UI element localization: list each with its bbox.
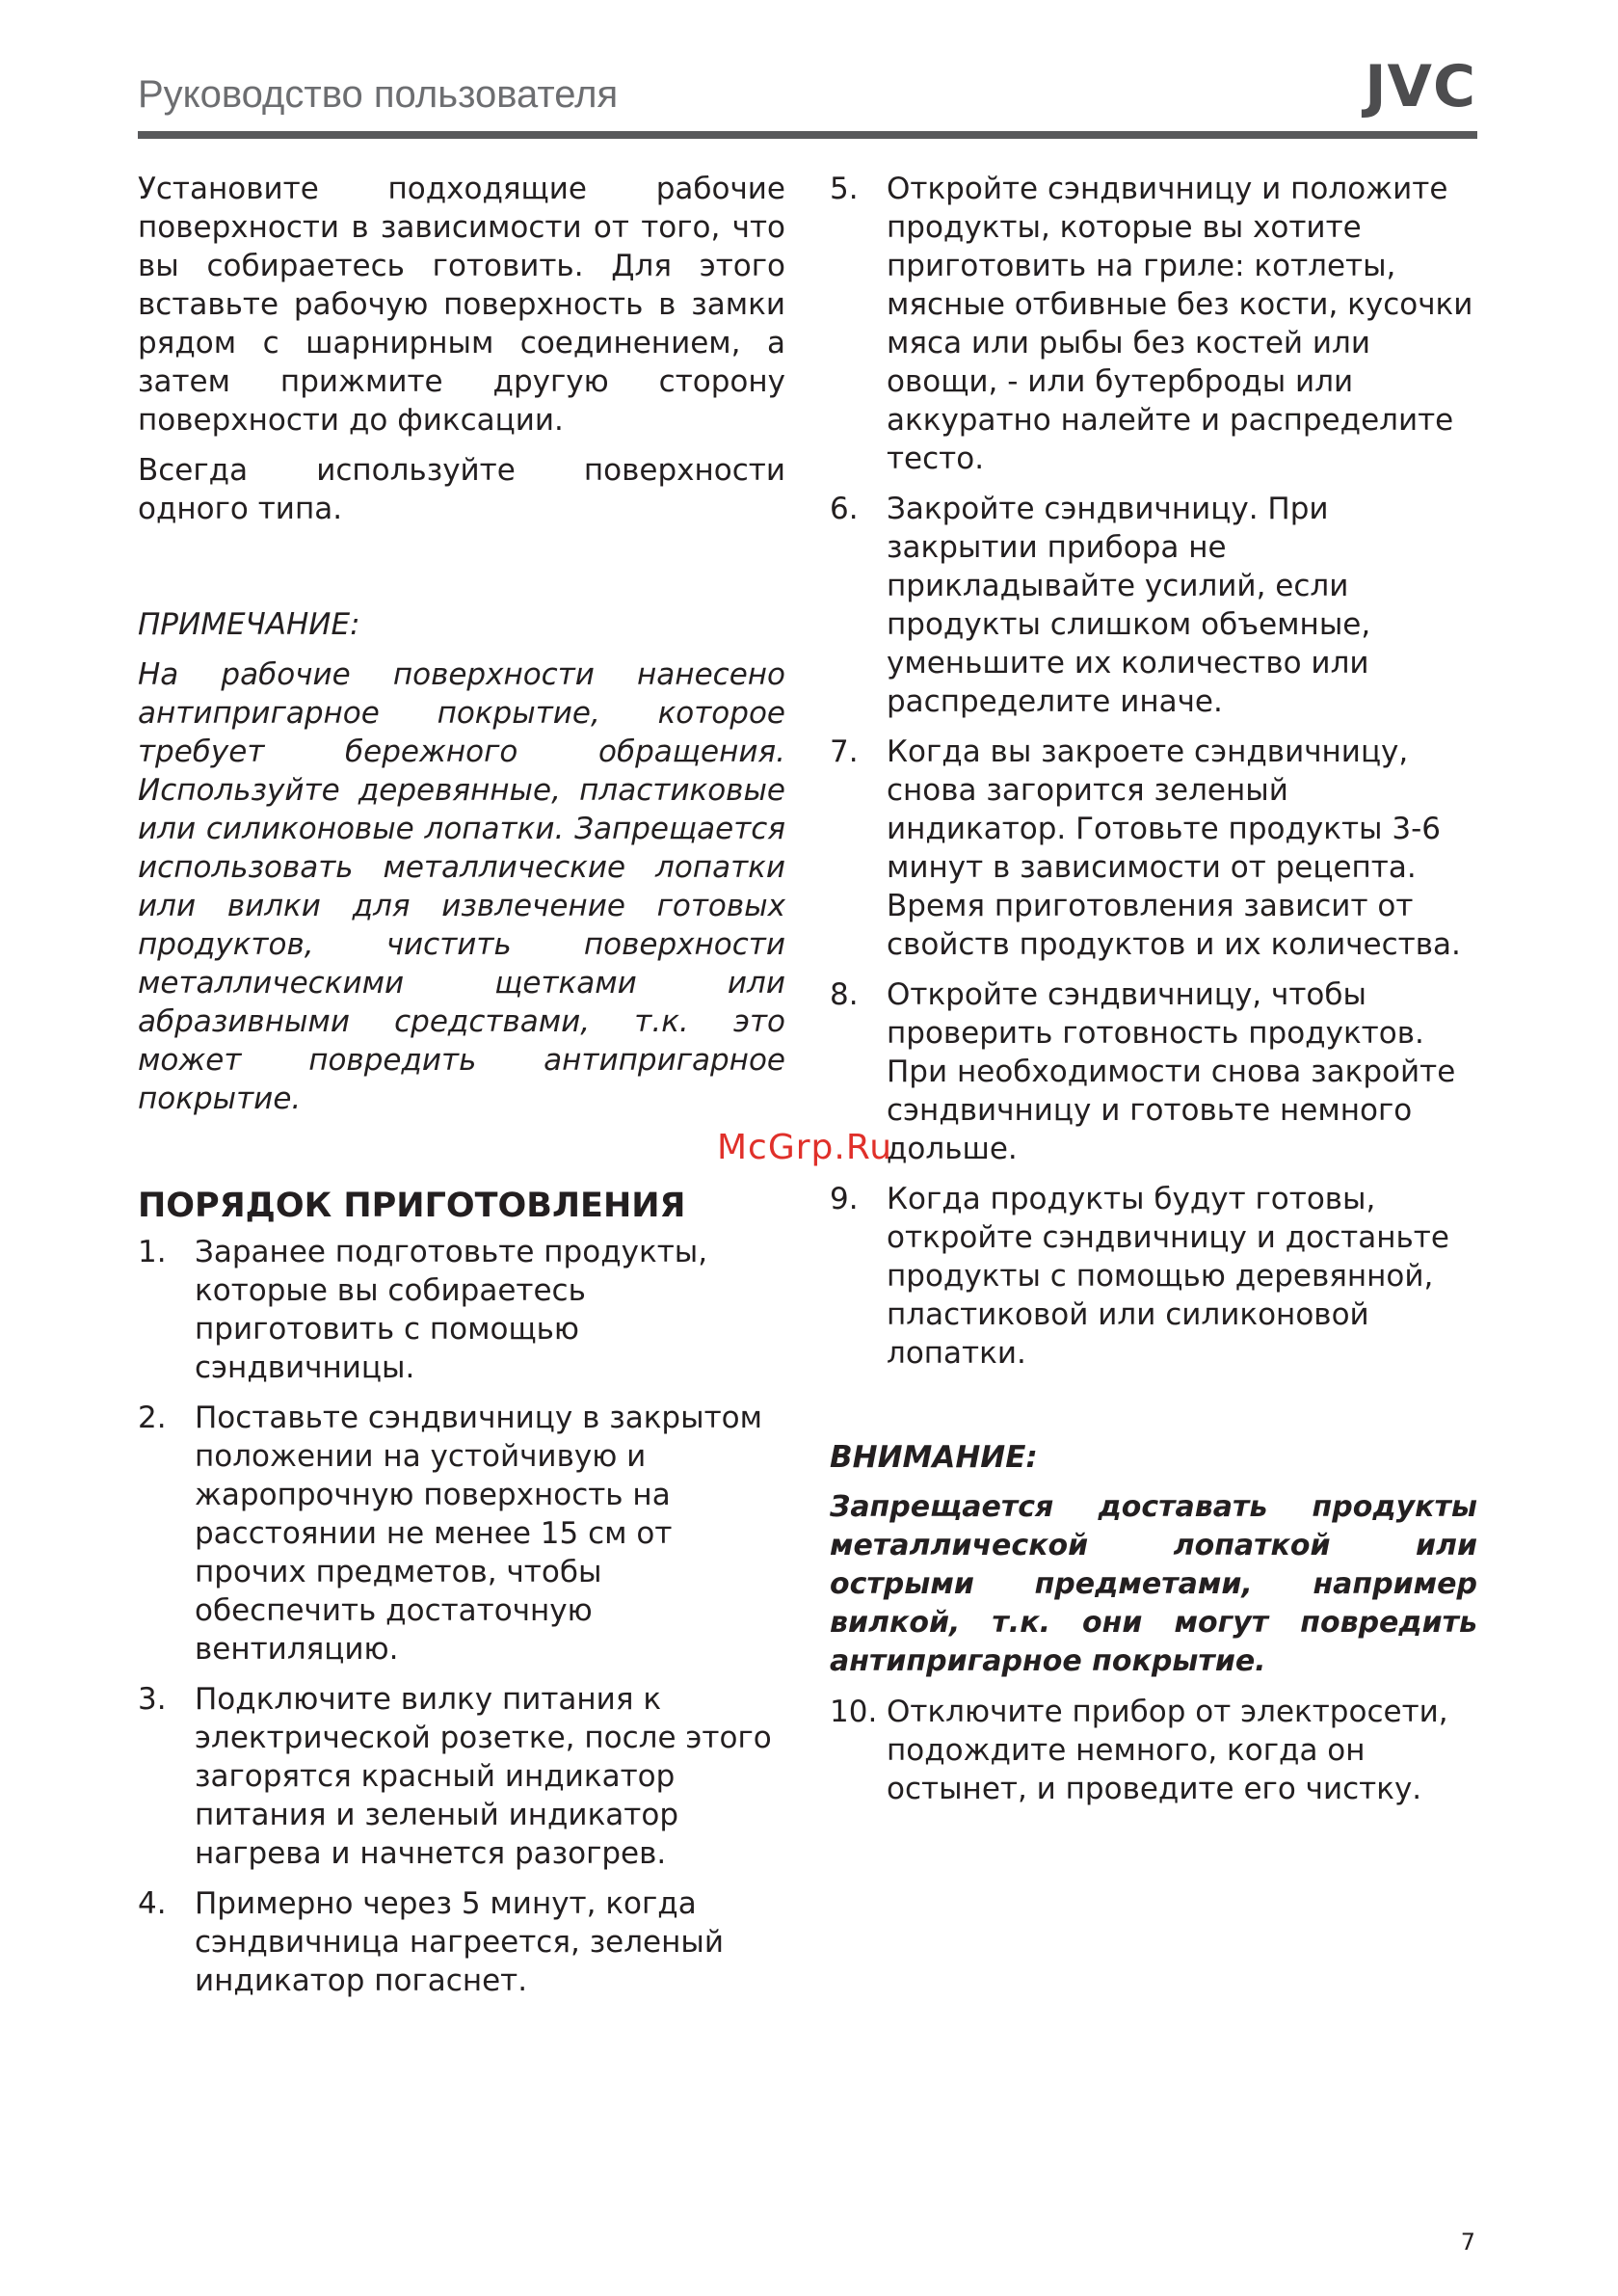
step-number: 10.	[830, 1695, 878, 1729]
note-label: ПРИМЕЧАНИЕ:	[138, 607, 360, 642]
step-text: Заранее подготовьте продукты, которые вы собираетесь приготовить с помощью сэндвичницы.	[195, 1235, 708, 1385]
step-number: 5.	[830, 172, 859, 206]
section-heading: ПОРЯДОК ПРИГОТОВЛЕНИЯ	[138, 1187, 686, 1225]
watermark: McGrp.Ru	[717, 1128, 893, 1167]
page-number: 7	[1460, 2229, 1475, 2256]
step-number: 7.	[830, 734, 859, 769]
document-header-title: Руководство пользователя	[138, 73, 619, 116]
steps-list-right	[830, 170, 1477, 1373]
warning-label: ВНИМАНИЕ:	[830, 1440, 1038, 1475]
steps-list-final	[830, 1693, 1477, 1808]
intro-paragraph: Установите подходящие рабочие поверхности в зависимости от того, что вы собираетесь готовить. Для этого вставьте рабочую поверхность в замки рядом с шарнирным соединением, а затем прижмите другую сторону поверхности до фиксации.	[138, 172, 785, 438]
step-text: Закройте сэндвичницу. При закрытии прибора не прикладывайте усилий, если продукты слишком объемные, уменьшите их количество или распределите иначе.	[887, 492, 1371, 719]
step-number: 9.	[830, 1182, 859, 1216]
step-number: 3.	[138, 1682, 167, 1717]
step-number: 6.	[830, 492, 859, 526]
step-text: Когда продукты будут готовы, откройте сэндвичницу и достаньте продукты с помощью деревянной, пластиковой или силиконовой лопатки.	[887, 1182, 1449, 1371]
step-text: Отключите прибор от электросети, подождите немного, когда он остынет, и проведите его чистку.	[887, 1695, 1448, 1806]
step-text: Поставьте сэндвичницу в закрытом положении на устойчивую и жаропрочную поверхность на расстоянии не менее 15 см от прочих предметов, чтобы обеспечить достаточную вентиляцию.	[195, 1401, 762, 1667]
header-divider	[138, 131, 1477, 139]
step-text: Откройте сэндвичницу и положите продукты, которые вы хотите приготовить на гриле: котлеты, мясные отбивные без кости, кусочки мяса или рыбы без костей или овощи, - или бутерброды или аккуратно налейте и распределите тесто.	[887, 172, 1473, 476]
step-number: 4.	[138, 1886, 167, 1921]
step-number: 1.	[138, 1235, 167, 1269]
step-text: Примерно через 5 минут, когда сэндвичница нагреется, зеленый индикатор погаснет.	[195, 1886, 725, 1998]
left-column	[138, 170, 785, 2012]
step-text: Когда вы закроете сэндвичницу, снова загорится зеленый индикатор. Готовьте продукты 3-6 минут в зависимости от рецепта. Время приготовления зависит от свойств продуктов и их количества.	[887, 734, 1461, 962]
step-number: 2.	[138, 1401, 167, 1435]
step-item	[830, 170, 1477, 478]
note-text: На рабочие поверхности нанесено антипригарное покрытие, которое требует бережного обращения. Используйте деревянные, пластиковые или силиконовые лопатки. Запрещается использовать металлические лопатки или вилки для извлечение готовых продуктов, чистить поверхности металлическими щетками или абразивными средствами, т.к. это может повредить антипригарное покрытие.	[138, 657, 785, 1116]
warning-text: Запрещается доставать продукты металлической лопаткой или острыми предметами, например вилкой, т.к. они могут повредить антипригарное покрытие.	[830, 1490, 1477, 1678]
step-item	[138, 1399, 785, 1669]
step-item	[830, 490, 1477, 721]
step-number: 8.	[830, 977, 859, 1012]
step-text: Откройте сэндвичницу, чтобы проверить готовность продуктов. При необходимости снова закройте сэндвичницу и готовьте немного дольше.	[887, 977, 1456, 1166]
jvc-logo: JVC	[1365, 53, 1476, 120]
step-item	[830, 975, 1477, 1168]
step-text: Подключите вилку питания к электрической розетке, после этого загорятся красный индикатор питания и зеленый индикатор нагрева и начнется разогрев.	[195, 1682, 772, 1871]
step-item	[830, 733, 1477, 964]
step-item	[138, 1884, 785, 2000]
step-item	[830, 1180, 1477, 1373]
right-column	[830, 170, 1477, 1820]
step-item	[138, 1680, 785, 1873]
step-item	[138, 1233, 785, 1387]
step-item	[830, 1693, 1477, 1808]
same-type-paragraph: Всегда используйте поверхности одного типа.	[138, 453, 785, 526]
steps-list-left	[138, 1233, 785, 2000]
